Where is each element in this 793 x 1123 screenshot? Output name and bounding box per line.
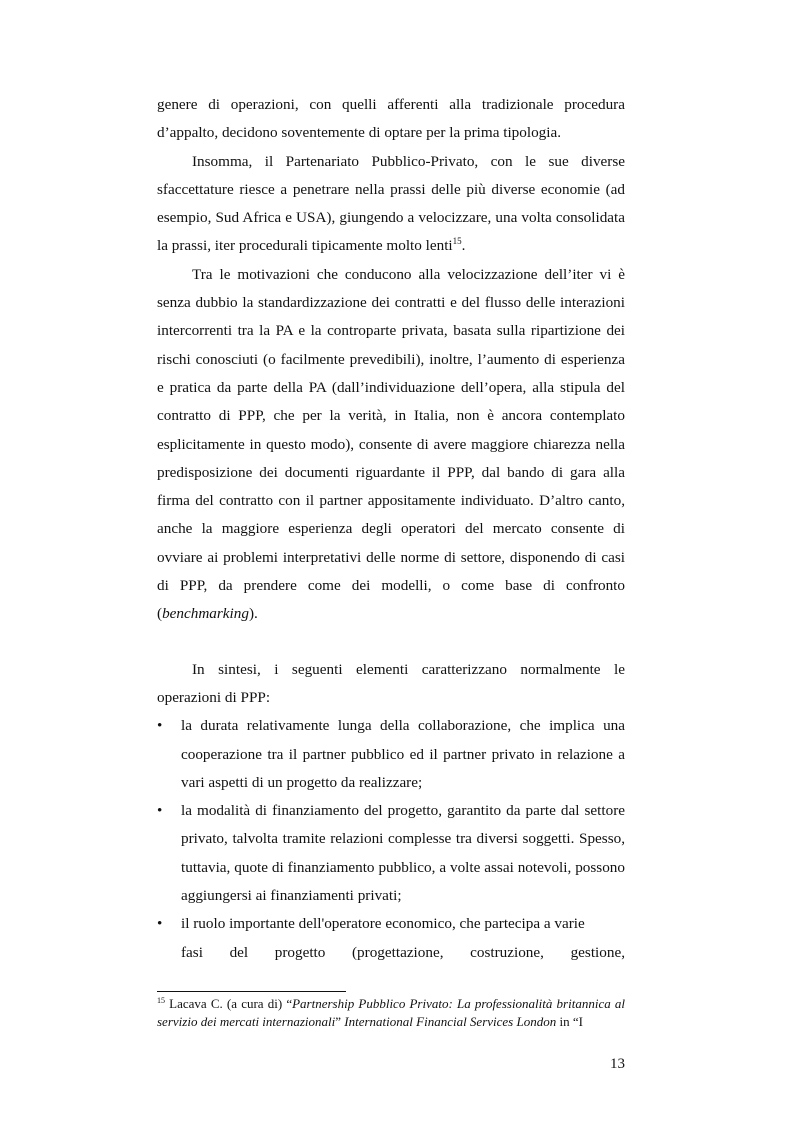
list-item-line-2: fasi del progetto (progettazione, costruzione, gestione, [181,943,625,961]
bullet-icon: • [157,717,163,735]
body-text [157,91,625,967]
paragraph-4: In sintesi, i seguenti elementi caratterizzano normalmente le operazioni di PPP: [157,660,625,706]
list-item: • la durata relativamente lunga della collaborazione, che implica una cooperazione tra il partner pubblico ed il partner privato in relazione a vari aspetti di un progetto da realizzare; [157,712,625,797]
paragraph-3: Tra le motivazioni che conducono alla velocizzazione dell’iter vi è senza dubbio la standardizzazione dei contratti e del flusso delle interazioni intercorrenti tra la PA e la controparte privata, basata sulla ripartizione dei rischi conosciuti (o facilmente prevedibili), inoltre, l’aumento di esperienza e pratica da parte della PA (dall’individuazione dell’opera, alla stipula del contratto di PPP, che per la verità, in Italia, non è ancora contemplato esplicitamente in questo modo), consente di avere maggiore chiarezza nella predisposizione dei documenti riguardante il PPP, dal bando di gara alla firma del contratto con il partner appositamente individuato. D’altro canto, anche la maggiore esperienza degli operatori del mercato consente di ovviare ai problemi interpretativi delle norme di settore, disponendo di casi di PPP, da prendere come dei modelli, o come base di confronto (benchmarking). [157,265,625,623]
list-item [157,910,625,967]
page-number: 13 [610,1056,625,1072]
footnote-reference[interactable]: 15 [452,236,462,247]
footnote-separator [157,991,346,992]
bullet-icon: • [157,915,163,933]
bullet-icon: • [157,802,163,820]
benchmarking-term: benchmarking [162,605,249,623]
paragraph-2: Insomma, il Partenariato Pubblico-Privato, con le sue diverse sfaccettature riesce a penetrare nella prassi delle più diverse economie (ad esempio, Sud Africa e USA), giungendo a velocizzare, una volta consolidata la prassi, iter procedurali tipicamente molto lenti$^{15}$. [157,152,625,255]
list-item: • la modalità di finanziamento del progetto, garantito da parte dal settore privato, talvolta tramite relazioni complesse tra diversi soggetti. Spesso, tuttavia, quote di finanziamento pubblico, a volte assai notevoli, possono aggiungersi ai finanziamenti privati; [157,797,625,910]
paragraph-1: genere di operazioni, con quelli afferenti alla tradizionale procedura d’appalto, decidono soventemente di optare per la prima tipologia. [157,96,625,142]
ppp-elements-list [157,712,625,967]
list-item-line-1: il ruolo importante dell'operatore economico, che partecipa a varie [181,915,585,933]
footnote-number: 15 [157,996,165,1005]
footnote: $^{15}$ Lacava C. (a cura di) “Partnership Pubblico Privato: La professionalità britannica al servizio dei mercati internazionali” International Financial Services London in “I [157,996,625,1029]
